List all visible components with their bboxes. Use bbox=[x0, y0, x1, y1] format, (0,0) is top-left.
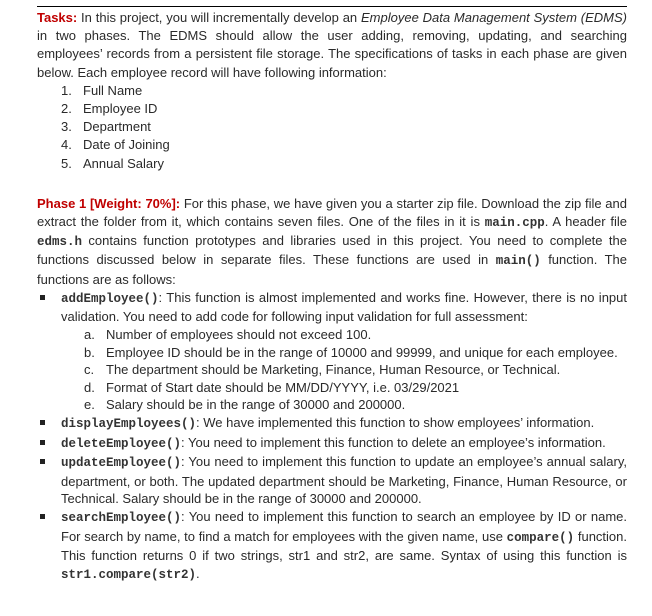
item-letter: d. bbox=[84, 379, 95, 395]
item-number: 4. bbox=[61, 137, 72, 153]
main-cpp-filename: main.cpp bbox=[484, 216, 545, 231]
function-item-display bbox=[37, 414, 627, 434]
item-text: Date of Joining bbox=[83, 137, 170, 153]
item-number: 2. bbox=[61, 101, 72, 117]
item-text: Salary should be in the range of 30000 and 200000. bbox=[106, 397, 406, 413]
item-text: The department should be Marketing, Finance, Human Resource, or Technical. bbox=[106, 362, 561, 378]
compare-syntax: str1.compare(str2) bbox=[61, 567, 197, 582]
record-fields-list bbox=[37, 82, 627, 173]
item-letter: c. bbox=[84, 362, 95, 378]
list-item bbox=[37, 100, 627, 118]
bullet-icon bbox=[40, 459, 45, 464]
item-text: Employee ID should be in the range of 10000 and 99999, and unique for each employee. bbox=[106, 344, 618, 360]
item-text: Employee ID bbox=[83, 101, 158, 117]
system-name: Employee Data Management System (EDMS) bbox=[360, 10, 627, 25]
list-item bbox=[61, 361, 627, 379]
list-item bbox=[37, 82, 627, 100]
item-text: Number of employees should not exceed 100. bbox=[106, 327, 372, 343]
item-text: Format of Start date should be MM/DD/YYYY, i.e. 03/29/2021 bbox=[106, 379, 460, 395]
item-letter: a. bbox=[84, 327, 95, 343]
function-desc: : We have implemented this function to show employees’ information. bbox=[196, 415, 595, 430]
functions-list bbox=[37, 289, 627, 585]
tasks-text-cont: in two phases. The EDMS should allow the user adding, removing, updating, and searching employees’ records from a persistent file storage. The specifications of tasks in each phase are given below. Each employee record will have following information: bbox=[37, 28, 627, 80]
tasks-paragraph bbox=[37, 9, 627, 82]
phase1-text: function. The functions are as follows: bbox=[37, 252, 627, 287]
item-text: Full Name bbox=[83, 82, 143, 98]
list-item bbox=[37, 155, 627, 173]
function-name: searchEmployee() bbox=[61, 510, 182, 525]
tasks-text: In this project, you will incrementally develop an bbox=[77, 10, 361, 25]
item-number: 1. bbox=[61, 82, 72, 98]
function-item-add bbox=[37, 289, 627, 414]
function-item-search bbox=[37, 508, 627, 584]
validation-list bbox=[61, 326, 627, 414]
phase1-label: Phase 1 [Weight: 70%]: bbox=[37, 195, 181, 211]
main-function-name: main() bbox=[495, 254, 541, 269]
function-name: displayEmployees() bbox=[61, 417, 197, 431]
item-number: 3. bbox=[61, 119, 72, 135]
phase1-text: contains function prototypes and libraries used in this project. You need to complete the functions discussed below in separate files. These functions are used in bbox=[37, 233, 627, 268]
list-item bbox=[61, 396, 627, 414]
function-desc: : This function is almost implemented and works fine. However, there is no input validation. You need to add code for following input validation for full assessment: bbox=[61, 289, 627, 325]
top-rule bbox=[37, 6, 627, 7]
list-item bbox=[37, 118, 627, 136]
function-desc: : You need to implement this function to search an employee by ID or name. For search by name, to find a match for employees with the given name, use bbox=[61, 508, 627, 544]
edms-h-filename: edms.h bbox=[37, 235, 83, 250]
function-name: deleteEmployee() bbox=[61, 436, 182, 451]
phase1-text: . A header file bbox=[544, 214, 627, 230]
item-number: 5. bbox=[61, 155, 72, 171]
bullet-icon bbox=[40, 420, 45, 425]
function-name: updateEmployee() bbox=[61, 456, 182, 471]
compare-function-name: compare() bbox=[506, 530, 575, 545]
list-item bbox=[61, 326, 627, 344]
function-item-delete bbox=[37, 434, 627, 454]
list-item bbox=[61, 344, 627, 362]
bullet-icon bbox=[40, 295, 45, 300]
list-item bbox=[61, 379, 627, 397]
item-letter: b. bbox=[84, 344, 95, 360]
document-body bbox=[37, 6, 627, 584]
item-text: Department bbox=[83, 119, 151, 135]
function-desc-end: . bbox=[196, 565, 200, 581]
item-letter: e. bbox=[84, 397, 95, 413]
bullet-icon bbox=[40, 440, 45, 445]
list-item bbox=[37, 136, 627, 154]
item-text: Annual Salary bbox=[83, 155, 164, 171]
function-desc-cont: function. This function returns 0 if two strings, str1 and str2, are same. Syntax of using this function is bbox=[61, 528, 627, 564]
function-desc: : You need to implement this function to delete an employee’s information. bbox=[181, 434, 606, 450]
bullet-icon bbox=[40, 514, 45, 519]
phase1-text: For this phase, we have given you a starter zip file. Download the zip file and extract the folder from it, which contains seven files. One of the files in it is bbox=[37, 195, 627, 230]
function-item-update bbox=[37, 453, 627, 508]
function-desc: : You need to implement this function to update an employee’s annual salary, department, or both. The updated department should be Marketing, Finance, Human Resource, or Technical. Salary should be in the range of 30000 and 200000. bbox=[61, 454, 627, 507]
phase1-paragraph bbox=[37, 195, 627, 289]
function-name: addEmployee() bbox=[61, 291, 159, 306]
tasks-label: Tasks: bbox=[37, 10, 78, 25]
